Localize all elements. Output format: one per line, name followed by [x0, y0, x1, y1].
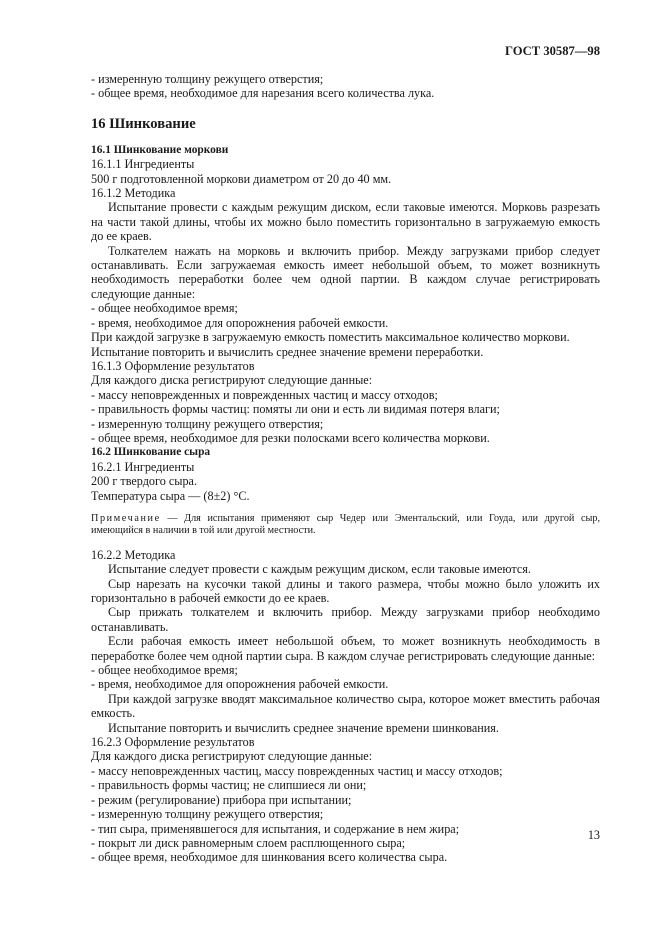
list-item: - время, необходимое для опорожнения рабочей емкости.: [91, 315, 389, 330]
list-item: - общее время, необходимое для нарезания всего количества лука.: [91, 86, 435, 101]
list-item: - массу неповрежденных частиц, массу поврежденных частиц и массу отходов;: [91, 763, 503, 778]
list-item: - правильность формы частиц: помяты ли они и есть ли видимая потеря влаги;: [91, 402, 500, 417]
document-code-header: ГОСТ 30587—98: [505, 44, 600, 58]
list-item: - массу неповрежденных и поврежденных частиц и массу отходов;: [91, 387, 438, 402]
paragraph: Сыр нарезать на кусочки такой длины и такого размера, чтобы можно было уложить их горизонтально в рабочей емкости до ее краев.: [91, 576, 600, 605]
paragraph: Испытание следует провести с каждым режущим диском, если таковые имеются.: [108, 562, 531, 577]
list-item: - общее время, необходимое для шинкования всего количества сыра.: [91, 850, 448, 865]
list-item: - измеренную толщину режущего отверстия;: [91, 416, 324, 431]
paragraph: Испытание повторить и вычислить среднее значение времени переработки.: [91, 344, 484, 359]
page-number: 13: [587, 828, 600, 842]
list-item: - измеренную толщину режущего отверстия;: [91, 807, 324, 822]
paragraph: Сыр прижать толкателем и включить прибор. Между загрузками прибор необходимо останавливать.: [91, 605, 600, 634]
paragraph: 16.1.3 Оформление результатов: [91, 358, 255, 373]
list-item: - покрыт ли диск равномерным слоем расплющенного сыра;: [91, 835, 406, 850]
paragraph: 16.1.1 Ингредиенты: [91, 157, 195, 172]
subsection-heading-16-1: 16.1 Шинкование моркови: [91, 143, 229, 156]
document-body: [91, 72, 600, 865]
note-text: — Для испытания применяют сыр Чедер или Эментальский, или Гоуда, или другой сыр, имеющийся в наличии в той или другой местности.: [91, 512, 600, 537]
paragraph: При каждой загрузке вводят максимальное количество сыра, которое может вместить рабочая емкость.: [91, 691, 600, 721]
list-item: - время, необходимое для опорожнения рабочей емкости.: [91, 677, 389, 692]
paragraph: Испытание провести с каждым режущим диском, если таковые имеются. Морковь разрезать на части такой длины, чтобы их можно было поместить горизонтально в загружаемую емкость до ее краев.: [91, 200, 600, 244]
paragraph: Для каждого диска регистрируют следующие данные:: [91, 373, 373, 388]
note-label: Примечание: [91, 512, 161, 524]
list-item: - правильность формы частиц; не слипшиеся ли они;: [91, 778, 367, 793]
list-item: - общее необходимое время;: [91, 663, 238, 678]
paragraph: Температура сыра — (8±2) °С.: [91, 488, 250, 503]
list-item: - общее необходимое время;: [91, 301, 238, 316]
paragraph: Для каждого диска регистрируют следующие данные:: [91, 749, 373, 764]
subsection-heading-16-2: 16.2 Шинкование сыра: [91, 446, 211, 459]
paragraph: 16.2.3 Оформление результатов: [91, 735, 255, 750]
paragraph: 200 г твердого сыра.: [91, 474, 198, 489]
list-item: - тип сыра, применявшегося для испытания, и содержание в нем жира;: [91, 821, 460, 836]
paragraph: 500 г подготовленной моркови диаметром от 20 до 40 мм.: [91, 171, 392, 186]
paragraph: 16.2.2 Методика: [91, 547, 176, 562]
section-heading-16: 16 Шинкование: [91, 115, 196, 132]
paragraph: Испытание повторить и вычислить среднее значение времени шинкования.: [108, 720, 499, 735]
paragraph: 16.2.1 Ингредиенты: [91, 459, 195, 474]
list-item: - общее время, необходимое для резки полосками всего количества моркови.: [91, 430, 490, 445]
paragraph: Если рабочая емкость имеет небольшой объем, то может возникнуть необходимость в переработке более чем одной партии сыра. В каждом случае регистрировать следующие данные:: [91, 634, 600, 663]
paragraph: 16.1.2 Методика: [91, 186, 176, 201]
note: [91, 513, 600, 538]
list-item: - измеренную толщину режущего отверстия;: [91, 72, 324, 86]
list-item: - режим (регулирование) прибора при испытании;: [91, 792, 352, 807]
paragraph: При каждой загрузке в загружаемую емкость поместить максимальное количество моркови.: [91, 330, 570, 345]
paragraph: Толкателем нажать на морковь и включить прибор. Между загрузками прибор следует останавливать. Если загружаемая емкость имеет небольшой объем, то может возникнуть необходимость переработки более чем одной партии. В каждом случае регистрировать следующие данные:: [91, 243, 600, 301]
